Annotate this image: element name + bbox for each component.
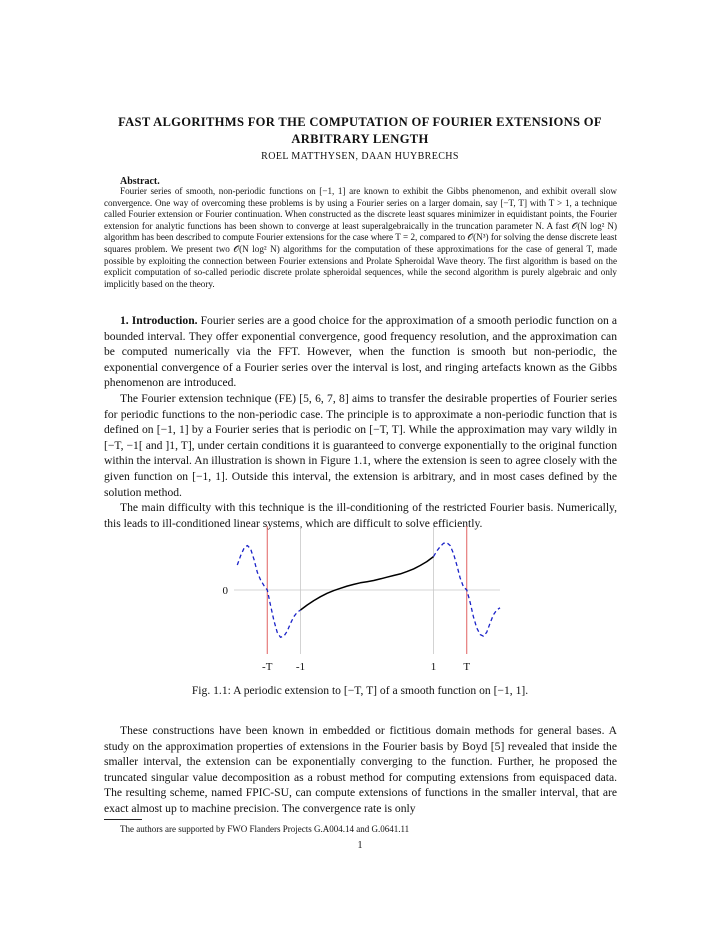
figure-caption: Fig. 1.1: A periodic extension to [−T, T] of a smooth function on [−1, 1]. bbox=[191, 684, 529, 697]
x-tick-label: -1 bbox=[295, 661, 306, 673]
extension-curve bbox=[237, 546, 300, 638]
x-tick-label: T bbox=[463, 661, 471, 673]
page-number: 1 bbox=[357, 840, 363, 851]
paper-title: FAST ALGORITHMS FOR THE COMPUTATION OF FOURIER EXTENSIONS OF ARBITRARY LENGTH bbox=[118, 115, 602, 146]
abstract-heading: Abstract. bbox=[120, 176, 160, 187]
figure-periodic-extension bbox=[200, 520, 520, 680]
abstract-text: Fourier series of smooth, non-periodic functions on [−1, 1] are known to exhibit the Gibbs phenomenon, and exhibit overall slow convergence. One way of overcoming these problems is by using a Fourier series on a larger domain, say [−T, T] with T > 1, a technique called Fourier extension or Fourier continuation. When constructed as the discrete least squares minimizer in equidistant points, the Fourier extension for analytic functions has been shown to converge at least superalgebraically in the truncation parameter N. A fast 𝒪(N log² N) algorithm has been described to compute Fourier extensions for the case where T = 2, compared to 𝒪(N³) for solving the dense discrete least squares problem. We present two 𝒪(N log² N) algorithms for the computation of these approximations for the case of general T, made possible by exploiting the connection between Fourier extensions and Prolate Spheroidal Wave theory. The first algorithm is based on the explicit computation of so-called periodic discrete prolate spheroidal sequences, while the second algorithm is purely algebraic and only implicitly based on the theory. bbox=[104, 186, 617, 289]
x-tick-label: -T bbox=[262, 661, 273, 673]
paper-authors: ROEL MATTHYSEN, DAAN HUYBRECHS bbox=[261, 151, 459, 162]
function-curve bbox=[301, 557, 434, 610]
intro-paragraph-1-text: Fourier series are a good choice for the approximation of a smooth periodic function on a bounded interval. They offer exponential convergence, good frequency resolution, and the approximation can be computed numerically via the FFT. However, when the function is smooth but non-periodic, the exponential convergence of a Fourier series over the interval is lost, and ringing artefacts known as the Gibbs phenomenon are introduced. bbox=[104, 314, 617, 390]
paragraph-4: These constructions have been known in embedded or fictitious domain methods for general bases. A study on the approximation properties of extensions in the Fourier basis by Boyd [5] revealed that inside the smaller interval, the extension can be exponentially converging to the function. Further, he proposed the truncated singular value decomposition as a robust method for computing extensions from equispaced data. The resulting scheme, named FPIC-SU, can compute extensions of functions in the smaller interval, that are exact almost up to machine precision. The convergence rate is only bbox=[104, 724, 617, 815]
footnote: The authors are supported by FWO Flanders Projects G.A004.14 and G.0641.11 bbox=[120, 824, 410, 834]
continuation-section bbox=[104, 723, 617, 817]
intro-paragraph-3: The main difficulty with this technique is the ill-conditioning of the restricted Fourier basis. Numerically, this leads to ill-conditioned linear systems, which are difficult to solve efficiently. bbox=[104, 501, 617, 530]
section-heading: 1. Introduction. bbox=[120, 314, 198, 327]
intro-paragraph-2: The Fourier extension technique (FE) [5, 6, 7, 8] aims to transfer the desirable properties of Fourier series for periodic functions to the non-periodic case. The principle is to approximate a non-periodic function that is defined on [−1, 1] by a Fourier series that is periodic on [−T, T]. While the approximation may vary wildly in [−T, −1[ and ]1, T], under certain conditions it is guaranteed to converge exponentially to the original function within the interval. An illustration is shown in Figure 1.1, where the extension is seen to agree closely with the given function on [−1, 1]. Outside this interval, the extension is arbitrary, and in most cases defined by the solution method. bbox=[104, 391, 617, 499]
footnote-rule bbox=[104, 819, 142, 820]
introduction-section bbox=[104, 313, 617, 531]
y-tick-label: 0 bbox=[222, 585, 228, 597]
x-tick-label: 1 bbox=[430, 661, 437, 673]
intro-paragraph-1 bbox=[104, 313, 617, 391]
